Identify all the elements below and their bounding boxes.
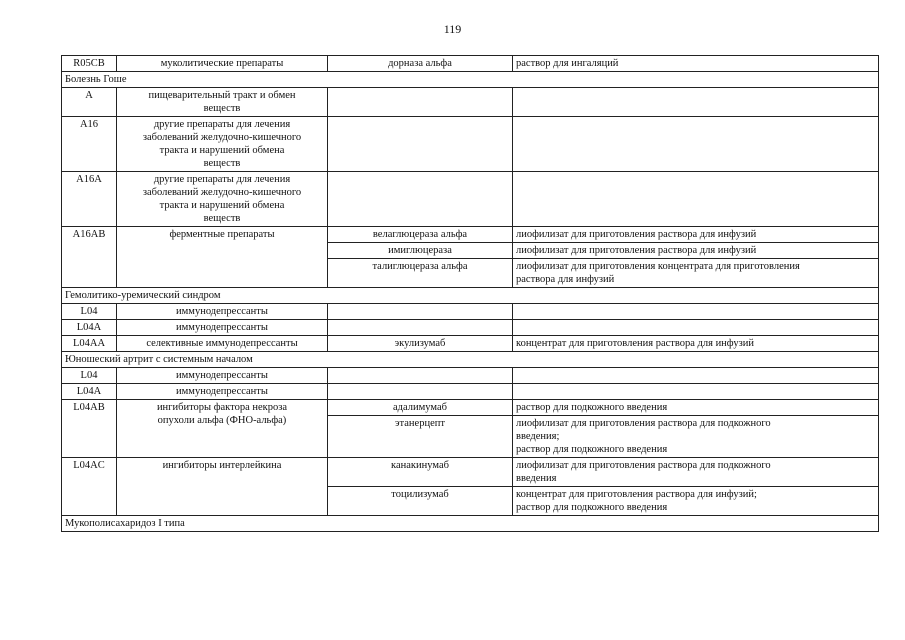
atc-name [117, 117, 328, 172]
page-number: 119 [443, 22, 462, 36]
table-row [62, 304, 879, 320]
atc-name [117, 368, 328, 384]
dosage-form [513, 172, 879, 227]
dosage-form [513, 304, 879, 320]
atc-name-line: опухоли альфа (ФНО-альфа) [157, 415, 287, 426]
atc-name-line: ингибиторы фактора некроза [156, 402, 288, 413]
atc-name [117, 384, 328, 400]
atc-name [117, 56, 328, 72]
dosage-form-line: раствор для ингаляций [516, 58, 619, 69]
atc-name-line: заболеваний желудочно-кишечного [142, 132, 302, 143]
atc-name-line: другие препараты для лечения [153, 119, 291, 130]
atc-name-line: веществ [203, 158, 241, 169]
dosage-form [513, 400, 879, 416]
dosage-form [513, 320, 879, 336]
atc-name [117, 172, 328, 227]
dosage-form-line: раствора для инфузий [516, 274, 615, 285]
atc-code: L04AB [62, 400, 117, 458]
atc-code: L04A [62, 320, 117, 336]
atc-name [117, 400, 328, 458]
atc-name [117, 336, 328, 352]
table-row [62, 368, 879, 384]
atc-code: R05CB [62, 56, 117, 72]
atc-code: A [62, 88, 117, 117]
drug-name [328, 304, 513, 320]
drug-name: велаглюцераза альфа [328, 227, 513, 243]
dosage-form-line: лиофилизат для приготовления концентрата для приготовления [516, 261, 800, 272]
drug-name [328, 88, 513, 117]
dosage-form-line: раствор для подкожного введения [516, 502, 668, 513]
dosage-form-line: введения; [516, 431, 560, 442]
dosage-form-line: лиофилизат для приготовления раствора для инфузий [516, 245, 757, 256]
drug-name [328, 117, 513, 172]
atc-name-line: иммунодепрессанты [176, 370, 268, 381]
atc-name-line: ферментные препараты [169, 229, 275, 240]
section-title: Гемолитико-уремический синдром [62, 288, 879, 304]
drug-name: имиглюцераза [328, 243, 513, 259]
atc-code: A16A [62, 172, 117, 227]
dosage-form-line: лиофилизат для приготовления раствора для инфузий [516, 229, 757, 240]
table-row [62, 320, 879, 336]
table-row [62, 458, 879, 487]
section-row [62, 352, 879, 368]
dosage-form-line: лиофилизат для приготовления раствора для подкожного [516, 418, 771, 429]
atc-name-line: тракта и нарушений обмена [159, 200, 285, 211]
dosage-form [513, 487, 879, 516]
table-row [62, 117, 879, 172]
dosage-form-line: концентрат для приготовления раствора для инфузий [516, 338, 754, 349]
dosage-form [513, 336, 879, 352]
dosage-form-line: раствор для подкожного введения [516, 444, 668, 455]
atc-name-line: иммунодепрессанты [176, 386, 268, 397]
atc-code: A16 [62, 117, 117, 172]
atc-name [117, 458, 328, 516]
dosage-form-line: введения [516, 473, 557, 484]
table-row [62, 56, 879, 72]
drug-name: тоцилизумаб [328, 487, 513, 516]
atc-name [117, 320, 328, 336]
drug-name: адалимумаб [328, 400, 513, 416]
atc-code: L04AA [62, 336, 117, 352]
drug-name: талиглюцераза альфа [328, 259, 513, 288]
table-row [62, 336, 879, 352]
atc-name-line: иммунодепрессанты [176, 322, 268, 333]
dosage-form [513, 227, 879, 243]
dosage-form-line: концентрат для приготовления раствора для инфузий; [516, 489, 757, 500]
atc-name-line: пищеварительный тракт и обмен [148, 90, 296, 101]
drug-name [328, 368, 513, 384]
drug-name: этанерцепт [328, 416, 513, 458]
atc-name-line: тракта и нарушений обмена [159, 145, 285, 156]
dosage-form [513, 416, 879, 458]
atc-name [117, 88, 328, 117]
drug-name: канакинумаб [328, 458, 513, 487]
table-row [62, 227, 879, 243]
atc-code: L04AC [62, 458, 117, 516]
atc-code: L04A [62, 384, 117, 400]
drug-name: экулизумаб [328, 336, 513, 352]
atc-code: L04 [62, 368, 117, 384]
dosage-form [513, 384, 879, 400]
drug-name: дорназа альфа [328, 56, 513, 72]
dosage-form [513, 88, 879, 117]
atc-name-line: селективные иммунодепрессанты [146, 338, 298, 349]
table-row [62, 384, 879, 400]
atc-name [117, 304, 328, 320]
section-row [62, 72, 879, 88]
atc-name-line: иммунодепрессанты [176, 306, 268, 317]
dosage-form [513, 56, 879, 72]
table-row [62, 400, 879, 416]
section-row [62, 516, 879, 532]
dosage-form [513, 368, 879, 384]
atc-name [117, 227, 328, 288]
drug-name [328, 172, 513, 227]
atc-code: A16AB [62, 227, 117, 288]
atc-name-line: веществ [203, 213, 241, 224]
drug-table [61, 55, 879, 532]
atc-name-line: веществ [203, 103, 241, 114]
dosage-form-line: раствор для подкожного введения [516, 402, 668, 413]
atc-name-line: заболеваний желудочно-кишечного [142, 187, 302, 198]
dosage-form [513, 458, 879, 487]
table-row [62, 172, 879, 227]
table-row [62, 88, 879, 117]
section-title: Болезнь Гоше [62, 72, 879, 88]
atc-name-line: другие препараты для лечения [153, 174, 291, 185]
atc-code: L04 [62, 304, 117, 320]
drug-name [328, 320, 513, 336]
dosage-form [513, 259, 879, 288]
section-row [62, 288, 879, 304]
dosage-form [513, 243, 879, 259]
dosage-form-line: лиофилизат для приготовления раствора для подкожного [516, 460, 771, 471]
atc-name-line: ингибиторы интерлейкина [162, 460, 282, 471]
section-title: Мукополисахаридоз I типа [62, 516, 879, 532]
atc-name-line: муколитические препараты [160, 58, 284, 69]
dosage-form [513, 117, 879, 172]
section-title: Юношеский артрит с системным началом [62, 352, 879, 368]
drug-name [328, 384, 513, 400]
